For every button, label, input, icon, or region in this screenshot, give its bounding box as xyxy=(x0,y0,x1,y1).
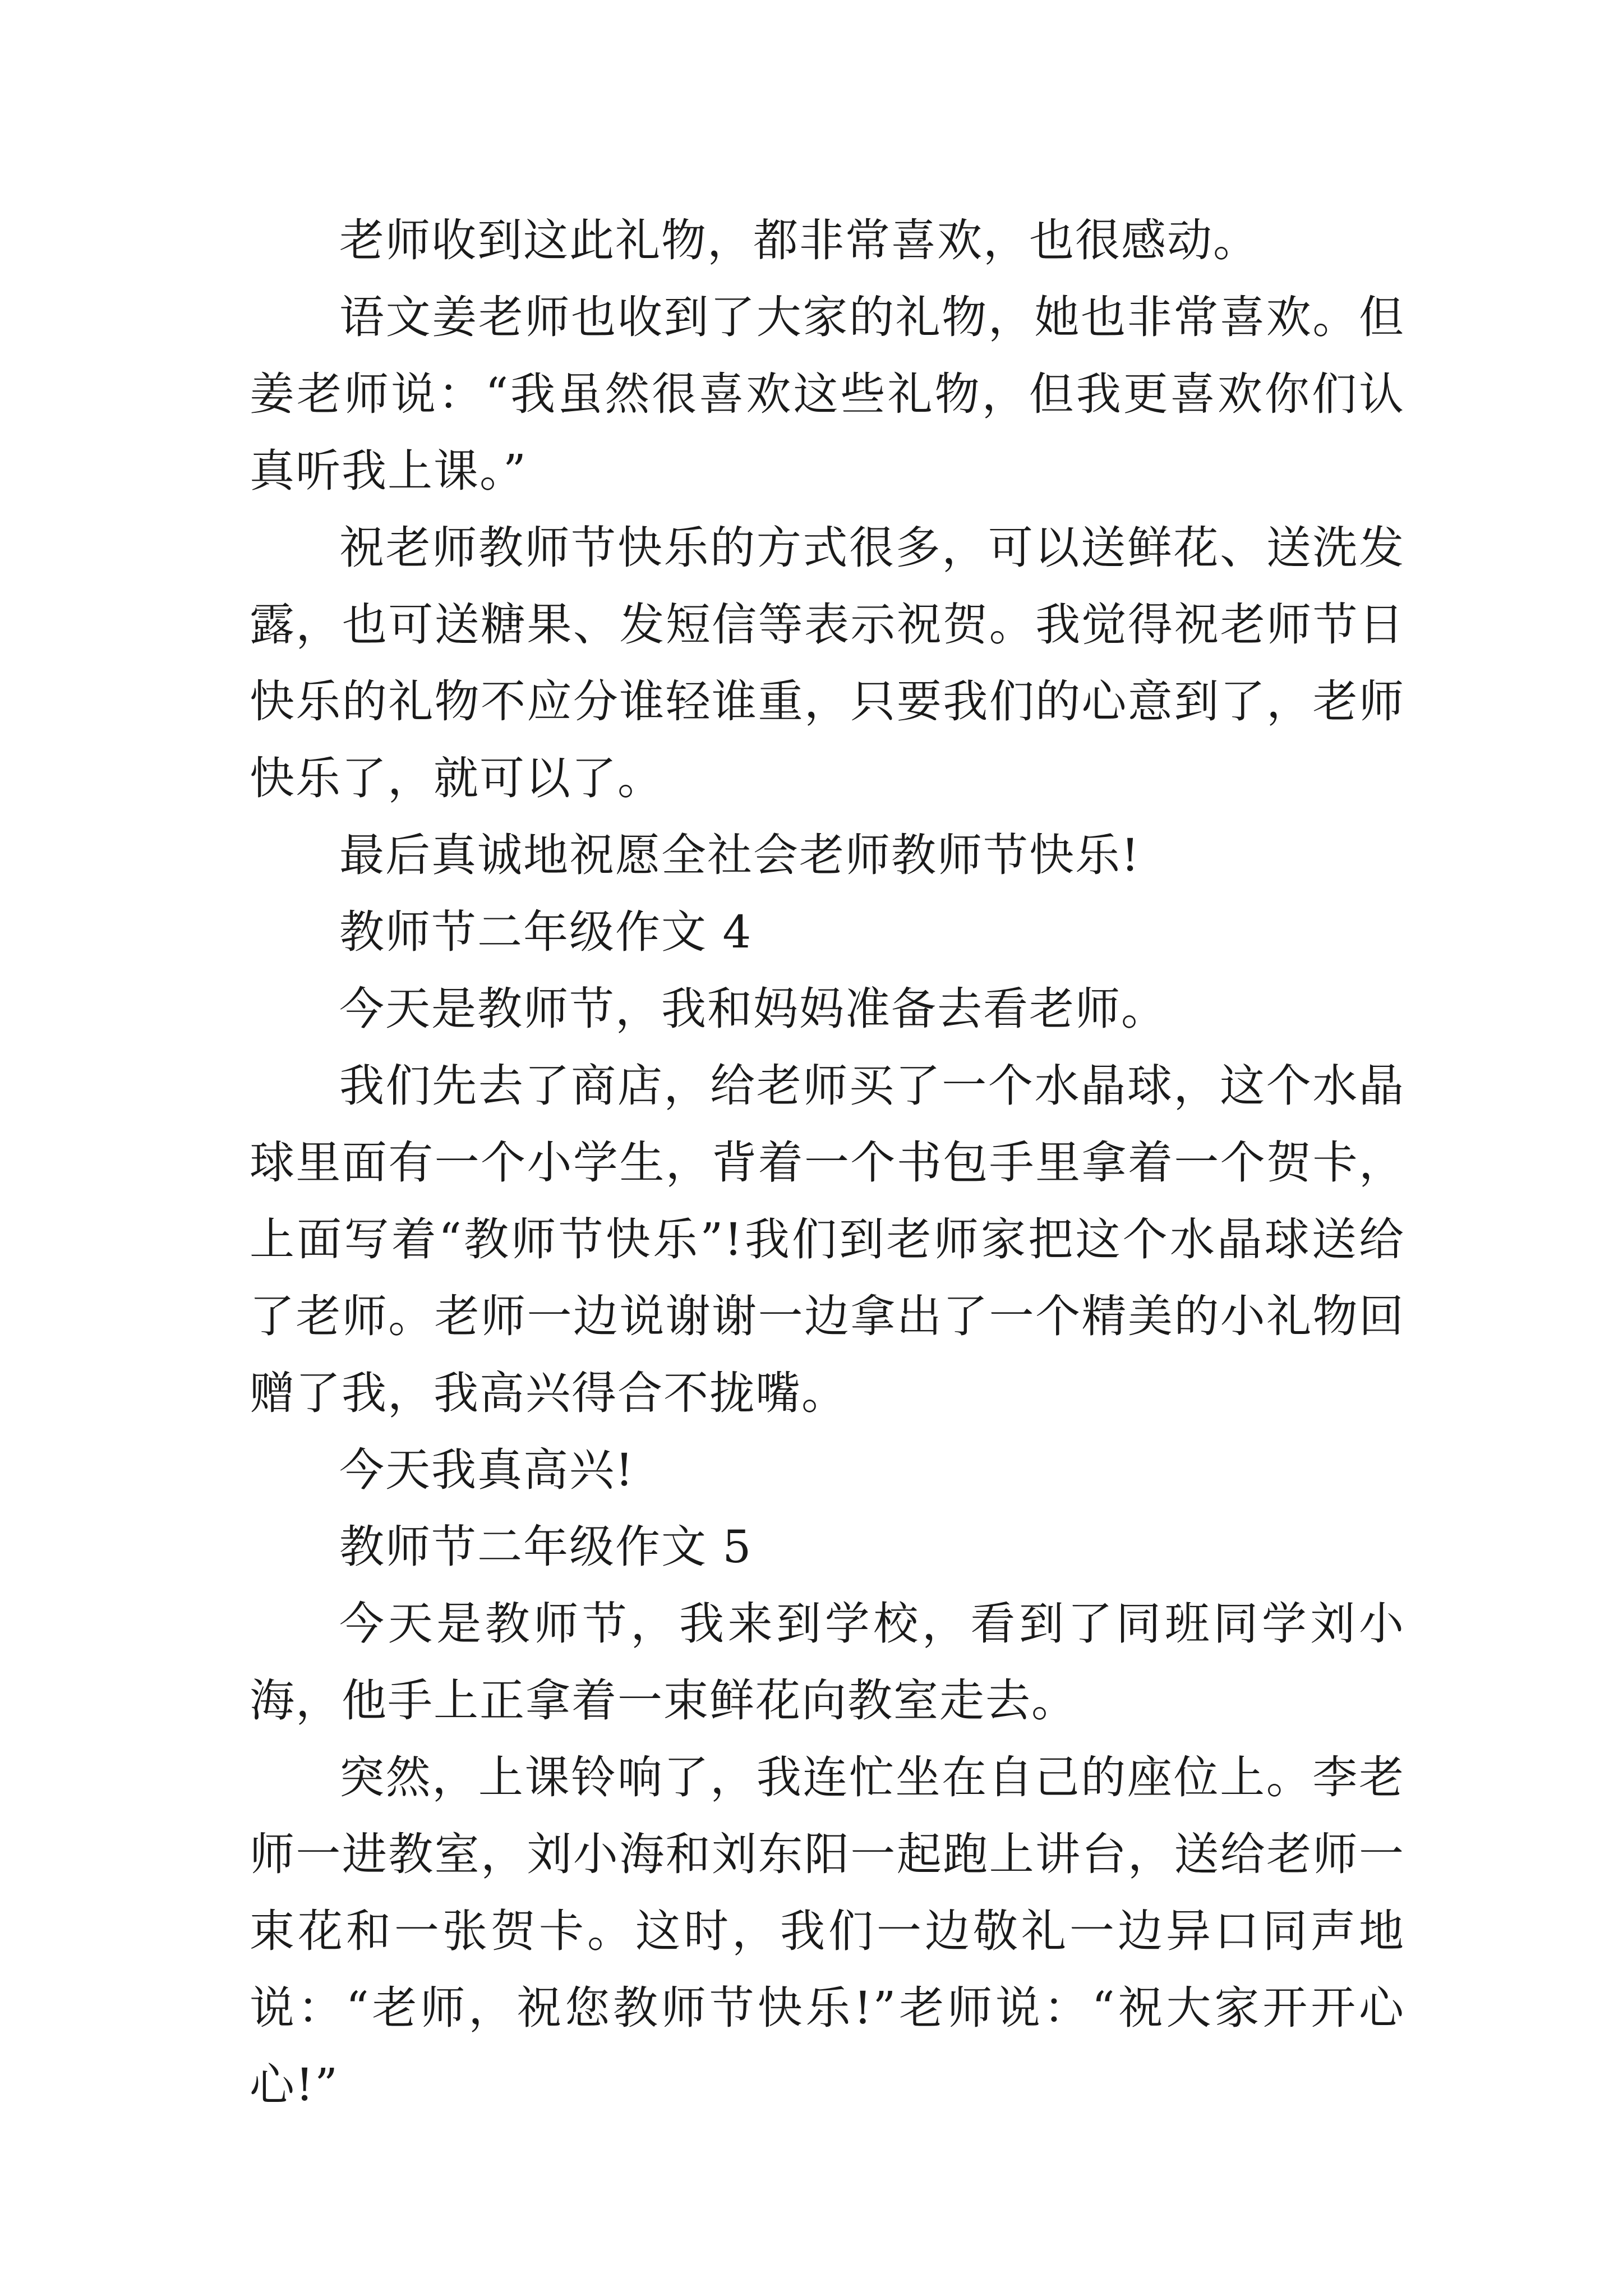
section-heading: 教师节二年级作文 4 xyxy=(339,906,753,958)
paragraph: 语文姜老师也收到了大家的礼物，她也非常喜欢。但姜老师说：“我虽然很喜欢这些礼物，但我更喜欢你们认真听我上课。” xyxy=(250,291,1405,497)
paragraph: 今天是教师节，我来到学校，看到了同班同学刘小海，他手上正拿着一束鲜花向教室走去。 xyxy=(250,1598,1405,1727)
document-body xyxy=(250,202,1405,2123)
paragraph: 今天是教师节，我和妈妈准备去看老师。 xyxy=(339,983,1167,1035)
paragraph: 今天我真高兴! xyxy=(339,1444,635,1496)
paragraph: 祝老师教师节快乐的方式很多，可以送鲜花、送洗发露，也可送糖果、发短信等表示祝贺。我觉得祝老师节日快乐的礼物不应分谁轻谁重，只要我们的心意到了，老师快乐了，就可以了。 xyxy=(250,522,1405,804)
paragraph: 老师收到这此礼物，都非常喜欢，也很感动。 xyxy=(339,214,1259,266)
paragraph: 突然，上课铃响了，我连忙坐在自己的座位上。李老师一进教室，刘小海和刘东阳一起跑上讲台，送给老师一束花和一张贺卡。这时，我们一边敬礼一边异口同声地说：“老师，祝您教师节快乐!”老师说：“祝大家开开心心!” xyxy=(250,1751,1405,2111)
paragraph: 最后真诚地祝愿全社会老师教师节快乐! xyxy=(339,829,1141,881)
paragraph: 我们先去了商店，给老师买了一个水晶球，这个水晶球里面有一个小学生，背着一个书包手里拿着一个贺卡，上面写着“教师节快乐”!我们到老师家把这个水晶球送给了老师。老师一边说谢谢一边拿出了一个精美的小礼物回赠了我，我高兴得合不拢嘴。 xyxy=(250,1060,1405,1419)
section-heading: 教师节二年级作文 5 xyxy=(339,1521,753,1573)
